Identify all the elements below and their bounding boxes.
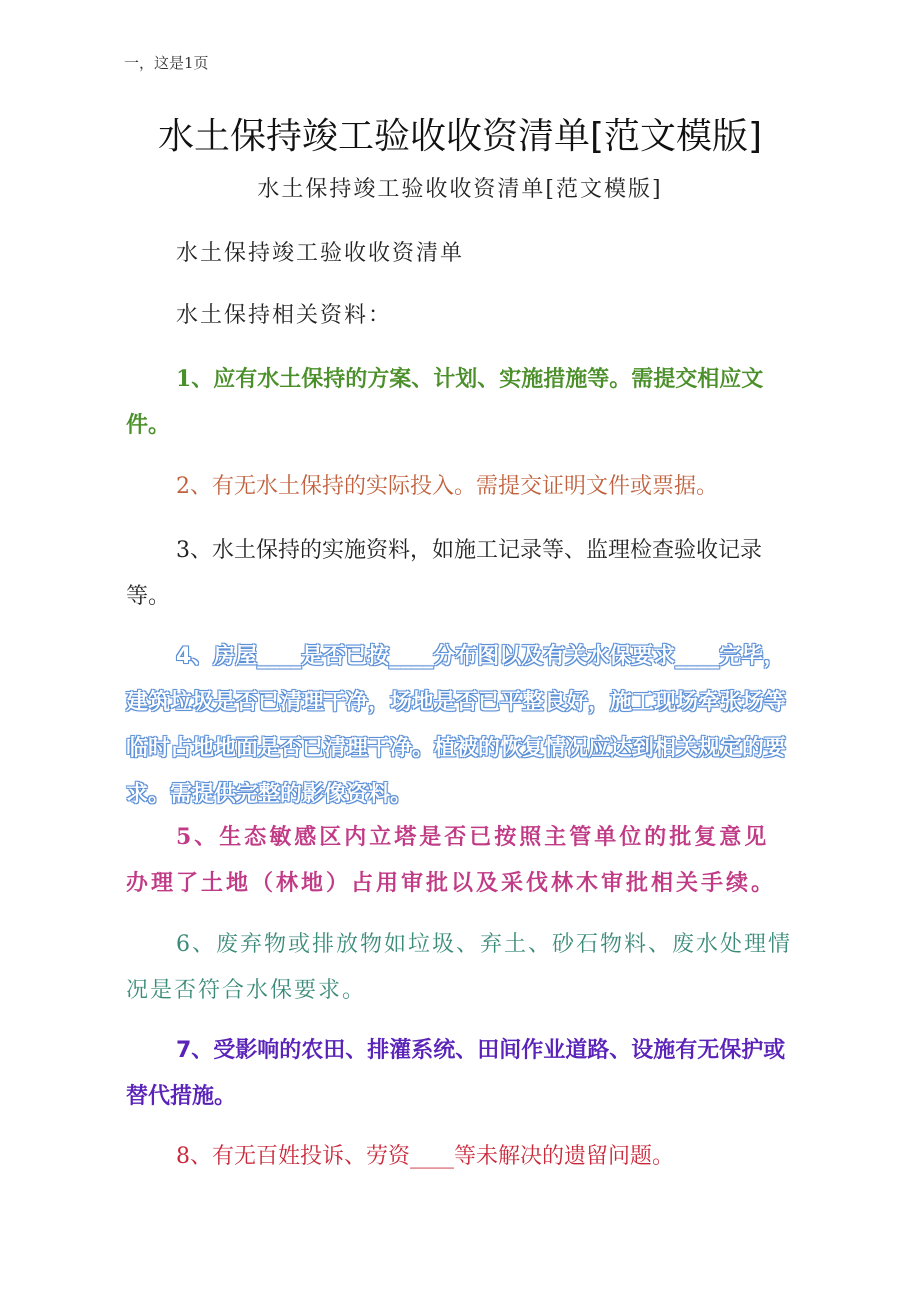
list-heading: 水土保持竣工验收收资清单	[176, 241, 465, 266]
document-title: 水土保持竣工验收收资清单[范文模版]	[157, 116, 763, 157]
list-item-1: 1、应有水土保持的方案、计划、实施措施等。需提交相应文件。	[126, 366, 764, 438]
document-subtitle: 水土保持竣工验收收资清单[范文模版]	[257, 177, 663, 202]
list-item-6: 6、废弃物或排放物如垃圾、弃土、砂石物料、废水处理情况是否符合水保要求。	[126, 932, 792, 1003]
materials-heading: 水土保持相关资料：	[176, 303, 393, 328]
list-item-3: 3、水土保持的实施资料，如施工记录等、监理检查验收记录等。	[126, 538, 762, 609]
list-item-2: 2、有无水土保持的实际投入。需提交证明文件或票据。	[176, 474, 718, 499]
page-header-note: 一，这是1页	[124, 54, 209, 72]
list-item-7: 7、受影响的农田、排灌系统、田间作业道路、设施有无保护或替代措施。	[126, 1038, 786, 1109]
list-item-4: 4、房屋____是否已按____分布图以及有关水保要求____完毕，建筑垃圾是否已清理干净，场地是否已平整良好，施工现场牵张场等临时占地地面是否已清理干净。植被的恢复情况应达到相关规定的要求。需提供完整的影像资料。	[126, 644, 787, 807]
list-item-8: 8、有无百姓投诉、劳资____等未解决的遗留问题。	[176, 1144, 674, 1169]
list-item-5: 5、生态敏感区内立塔是否已按照主管单位的批复意见办理了土地（林地）占用审批以及采伐林木审批相关手续。	[126, 824, 777, 896]
